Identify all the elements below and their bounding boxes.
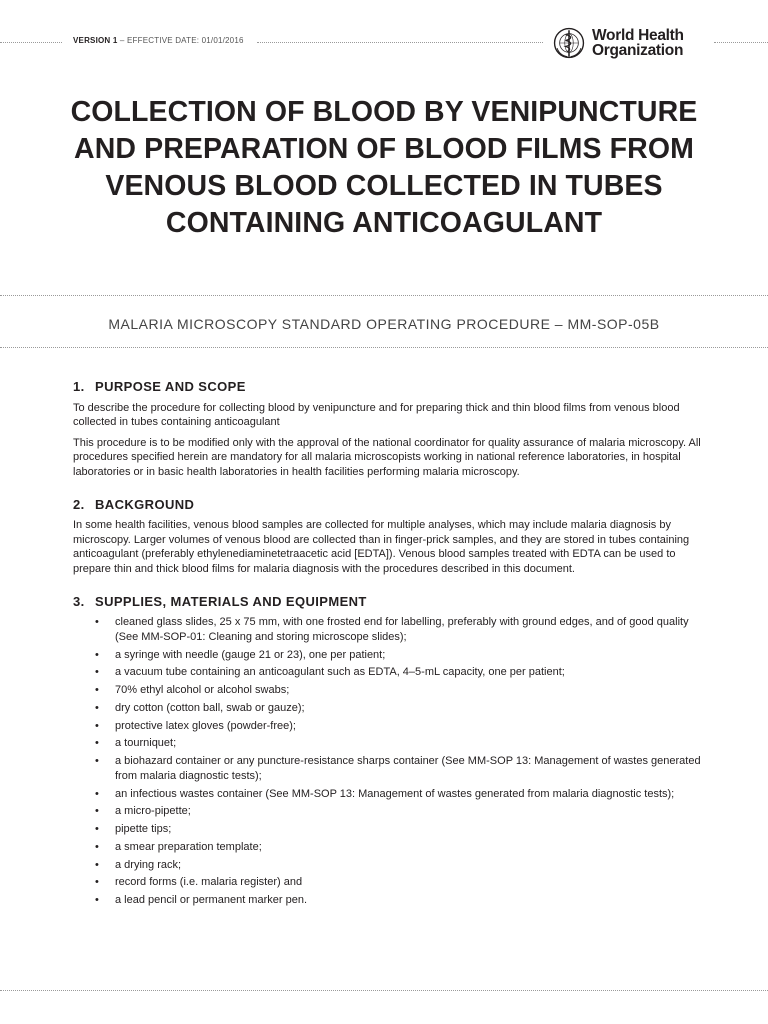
section-number: 2. xyxy=(73,496,85,512)
list-item-text: cleaned glass slides, 25 x 75 mm, with one frosted end for labelling, preferably with ground edges, and of good quality (See MM-SOP-01: Cleaning and storing microscope slides); xyxy=(115,616,689,643)
section-title: SUPPLIES, MATERIALS AND EQUIPMENT xyxy=(95,593,367,609)
list-item-text: a tourniquet; xyxy=(115,737,177,750)
list-item-text: a vacuum tube containing an anticoagulant such as EDTA, 4–5-mL capacity, one per patient; xyxy=(115,666,565,679)
bullet-icon: • xyxy=(95,648,99,661)
list-item-text: a biohazard container or any puncture-resistance sharps container (See MM-SOP 13: Management of wastes generated from malaria diagnostic tests); xyxy=(115,755,701,782)
list-item-text: an infectious wastes container (See MM-SOP 13: Management of wastes generated from malaria diagnostic tests); xyxy=(115,787,675,800)
section-title: PURPOSE AND SCOPE xyxy=(95,379,246,394)
list-item-text: a smear preparation template; xyxy=(115,840,262,853)
who-logo xyxy=(552,26,684,60)
list-item xyxy=(73,875,703,890)
section-title: BACKGROUND xyxy=(95,496,195,512)
list-item-text: record forms (i.e. malaria register) and xyxy=(115,876,303,889)
header-rule-right xyxy=(714,42,768,43)
list-item xyxy=(73,648,703,663)
footer-rule xyxy=(0,990,768,991)
list-item xyxy=(73,683,703,698)
organization-name xyxy=(592,28,684,58)
bullet-icon: • xyxy=(95,616,99,629)
bullet-icon: • xyxy=(95,666,99,679)
document-body xyxy=(73,380,703,911)
list-item xyxy=(73,754,703,783)
section-heading xyxy=(73,380,703,395)
list-item-text: dry cotton (cotton ball, swab or gauze); xyxy=(115,701,305,714)
bullet-icon: • xyxy=(95,876,99,889)
bullet-icon: • xyxy=(95,755,99,768)
bullet-icon: • xyxy=(95,858,99,871)
section-heading xyxy=(73,595,703,610)
list-item-text: 70% ethyl alcohol or alcohol swabs; xyxy=(115,684,290,697)
list-item xyxy=(73,736,703,751)
document-title: COLLECTION OF BLOOD BY VENIPUNCTURE AND PREPARATION OF BLOOD FILMS FROM VENOUS BLOOD COLLECTED IN TUBES CONTAINING ANTICOAGULANT xyxy=(70,96,698,239)
bullet-icon: • xyxy=(95,805,99,818)
section-background xyxy=(73,498,703,577)
list-item xyxy=(73,858,703,873)
header-rule-middle xyxy=(257,42,543,43)
title-rule-top xyxy=(0,295,768,296)
bullet-icon: • xyxy=(95,787,99,800)
version-label: VERSION 1 xyxy=(73,36,118,45)
list-item xyxy=(73,822,703,837)
list-item-text: a micro-pipette; xyxy=(115,805,191,818)
org-name-line1: World Health xyxy=(592,27,684,44)
list-item xyxy=(73,719,703,734)
bullet-icon: • xyxy=(95,894,99,907)
bullet-icon: • xyxy=(95,823,99,836)
paragraph: In some health facilities, venous blood samples are collected for multiple analyses, which may include malaria diagnosis by microscopy. Larger volumes of venous blood are collected than in finger-prick samples, and they are stored in tubes containing anticoagulant (preferably ethylenediaminetetraacetic acid [EDTA]). Venous blood samples treated with EDTA can be used to prepare thin and thick blood films for malaria diagnosis with the procedures described in this document. xyxy=(73,519,690,575)
paragraph: This procedure is to be modified only with the approval of the national coordinator for quality assurance of malaria microscopy. All procedures specified herein are mandatory for all malaria microscopists working in national reference laboratories, in hospital laboratories or in basic health laboratories in health facilities performing malaria microscopy. xyxy=(73,436,701,478)
bullet-icon: • xyxy=(95,701,99,714)
effective-date: – EFFECTIVE DATE: 01/01/2016 xyxy=(117,36,244,45)
section-number: 1. xyxy=(73,379,85,394)
list-item-text: protective latex gloves (powder-free); xyxy=(115,719,296,732)
section-supplies xyxy=(73,595,703,908)
title-rule-bottom xyxy=(0,347,768,348)
bullet-icon: • xyxy=(95,840,99,853)
list-item xyxy=(73,893,703,908)
header-rule-left xyxy=(0,42,62,43)
paragraph: To describe the procedure for collecting blood by venipuncture and for preparing thick and thin blood films from venous blood collected in tubes containing anticoagulant xyxy=(73,401,680,429)
list-item-text: a lead pencil or permanent marker pen. xyxy=(115,894,307,907)
org-name-line2: Organization xyxy=(592,42,684,59)
document-subtitle: MALARIA MICROSCOPY STANDARD OPERATING PROCEDURE – MM-SOP-05B xyxy=(108,316,660,332)
supplies-list xyxy=(73,615,703,908)
version-info xyxy=(73,36,244,45)
bullet-icon: • xyxy=(95,719,99,732)
list-item xyxy=(73,615,703,644)
list-item xyxy=(73,787,703,802)
section-heading xyxy=(73,498,703,513)
bullet-icon: • xyxy=(95,684,99,697)
list-item-text: a drying rack; xyxy=(115,858,182,871)
bullet-icon: • xyxy=(95,737,99,750)
list-item xyxy=(73,665,703,680)
list-item xyxy=(73,840,703,855)
list-item xyxy=(73,804,703,819)
section-purpose-and-scope xyxy=(73,380,703,480)
page-header xyxy=(0,26,768,58)
section-number: 3. xyxy=(73,593,85,609)
list-item xyxy=(73,701,703,716)
who-emblem-icon xyxy=(552,26,586,60)
list-item-text: pipette tips; xyxy=(115,823,172,836)
list-item-text: a syringe with needle (gauge 21 or 23), one per patient; xyxy=(115,648,386,661)
